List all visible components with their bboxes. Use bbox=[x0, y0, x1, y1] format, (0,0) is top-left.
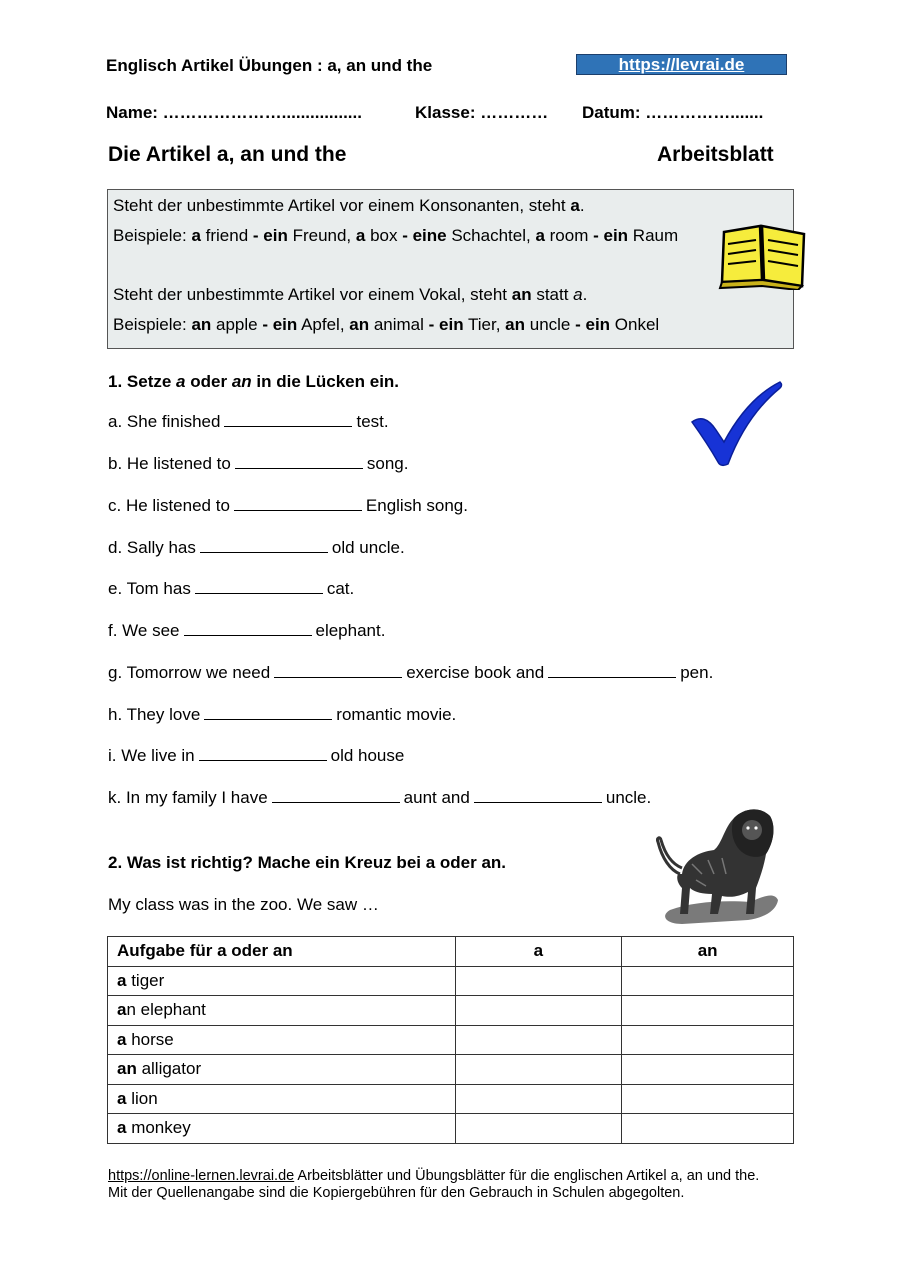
table-row bbox=[108, 1114, 794, 1144]
table-row bbox=[108, 996, 794, 1026]
exercise-d: d. Sally has old uncle. bbox=[108, 538, 405, 557]
exercise-h: h. They love romantic movie. bbox=[108, 705, 457, 724]
book-icon bbox=[718, 214, 808, 290]
row-label: a lion bbox=[108, 1084, 456, 1114]
row-label: a monkey bbox=[108, 1114, 456, 1144]
answer-blank[interactable] bbox=[272, 790, 400, 803]
answer-blank[interactable] bbox=[474, 790, 602, 803]
table-row bbox=[108, 966, 794, 996]
cell-a[interactable] bbox=[455, 966, 622, 996]
answer-blank[interactable] bbox=[234, 498, 362, 511]
info-line-consonant: Steht der unbestimmte Artikel vor einem Konsonanten, steht a. bbox=[113, 196, 585, 215]
answer-blank[interactable] bbox=[274, 665, 402, 678]
cell-a[interactable] bbox=[455, 1055, 622, 1085]
cell-a[interactable] bbox=[455, 1114, 622, 1144]
task2-intro: My class was in the zoo. We saw … bbox=[108, 895, 379, 914]
date-field: Datum: ……………....... bbox=[582, 103, 764, 122]
cell-an[interactable] bbox=[622, 1025, 794, 1055]
answer-blank[interactable] bbox=[199, 748, 327, 761]
exercise-g: g. Tomorrow we need exercise book and pen. bbox=[108, 663, 714, 682]
column-header-task: Aufgabe für a oder an bbox=[108, 937, 456, 967]
exercise-a: a. She finished test. bbox=[108, 412, 389, 431]
column-header-a: a bbox=[455, 937, 622, 967]
lion-illustration bbox=[652, 804, 780, 930]
name-field: Name: …………………................. bbox=[106, 103, 362, 122]
cell-an[interactable] bbox=[622, 996, 794, 1026]
table-header-row bbox=[108, 937, 794, 967]
cell-an[interactable] bbox=[622, 1114, 794, 1144]
row-label: an elephant bbox=[108, 996, 456, 1026]
answer-blank[interactable] bbox=[548, 665, 676, 678]
checkmark-icon bbox=[688, 378, 786, 468]
exercise-c: c. He listened to English song. bbox=[108, 496, 468, 515]
answer-table bbox=[107, 936, 794, 1144]
worksheet-title: Englisch Artikel Übungen : a, an und the bbox=[106, 56, 433, 75]
row-label: an alligator bbox=[108, 1055, 456, 1085]
cell-an[interactable] bbox=[622, 966, 794, 996]
answer-blank[interactable] bbox=[200, 540, 328, 553]
answer-blank[interactable] bbox=[184, 623, 312, 636]
exercise-k: k. In my family I have aunt and uncle. bbox=[108, 788, 652, 807]
cell-an[interactable] bbox=[622, 1084, 794, 1114]
exercise-e: e. Tom has cat. bbox=[108, 579, 355, 598]
footer-line-2: Mit der Quellenangabe sind die Kopiergebühren für den Gebrauch in Schulen abgegolten. bbox=[108, 1185, 685, 1201]
answer-blank[interactable] bbox=[204, 707, 332, 720]
footer-line-1: https://online-lernen.levrai.de Arbeitsblätter und Übungsblätter für die englischen Artikel a, an und the. bbox=[108, 1168, 760, 1184]
footer bbox=[108, 1168, 759, 1202]
cell-a[interactable] bbox=[455, 1025, 622, 1055]
main-title: Die Artikel a, an und the bbox=[108, 143, 347, 166]
table-row bbox=[108, 1055, 794, 1085]
info-line-vowel: Steht der unbestimmte Artikel vor einem Vokal, steht an statt a. bbox=[113, 285, 588, 304]
task1-heading: 1. Setze a oder an in die Lücken ein. bbox=[108, 372, 400, 391]
info-examples-consonant: Beispiele: a friend - ein Freund, a box - eine Schachtel, a room - ein Raum bbox=[113, 226, 679, 245]
info-examples-vowel: Beispiele: an apple - ein Apfel, an animal - ein Tier, an uncle - ein Onkel bbox=[113, 315, 660, 334]
exercise-i: i. We live in old house bbox=[108, 746, 405, 765]
exercise-b: b. He listened to song. bbox=[108, 454, 409, 473]
class-field: Klasse: ………… bbox=[415, 103, 549, 122]
answer-blank[interactable] bbox=[224, 414, 352, 427]
task2-heading: 2. Was ist richtig? Mache ein Kreuz bei a oder an. bbox=[108, 853, 507, 872]
levrai-link[interactable] bbox=[576, 54, 787, 75]
answer-blank[interactable] bbox=[235, 456, 363, 469]
levrai-link-text[interactable]: https://levrai.de bbox=[618, 55, 745, 74]
cell-a[interactable] bbox=[455, 1084, 622, 1114]
column-header-an: an bbox=[622, 937, 794, 967]
sheet-label: Arbeitsblatt bbox=[657, 143, 774, 166]
answer-blank[interactable] bbox=[195, 581, 323, 594]
cell-an[interactable] bbox=[622, 1055, 794, 1085]
exercise-f: f. We see elephant. bbox=[108, 621, 386, 640]
table-row bbox=[108, 1084, 794, 1114]
table-row bbox=[108, 1025, 794, 1055]
cell-a[interactable] bbox=[455, 996, 622, 1026]
row-label: a horse bbox=[108, 1025, 456, 1055]
info-box bbox=[107, 189, 794, 349]
row-label: a tiger bbox=[108, 966, 456, 996]
footer-link[interactable]: https://online-lernen.levrai.de bbox=[108, 1168, 295, 1184]
